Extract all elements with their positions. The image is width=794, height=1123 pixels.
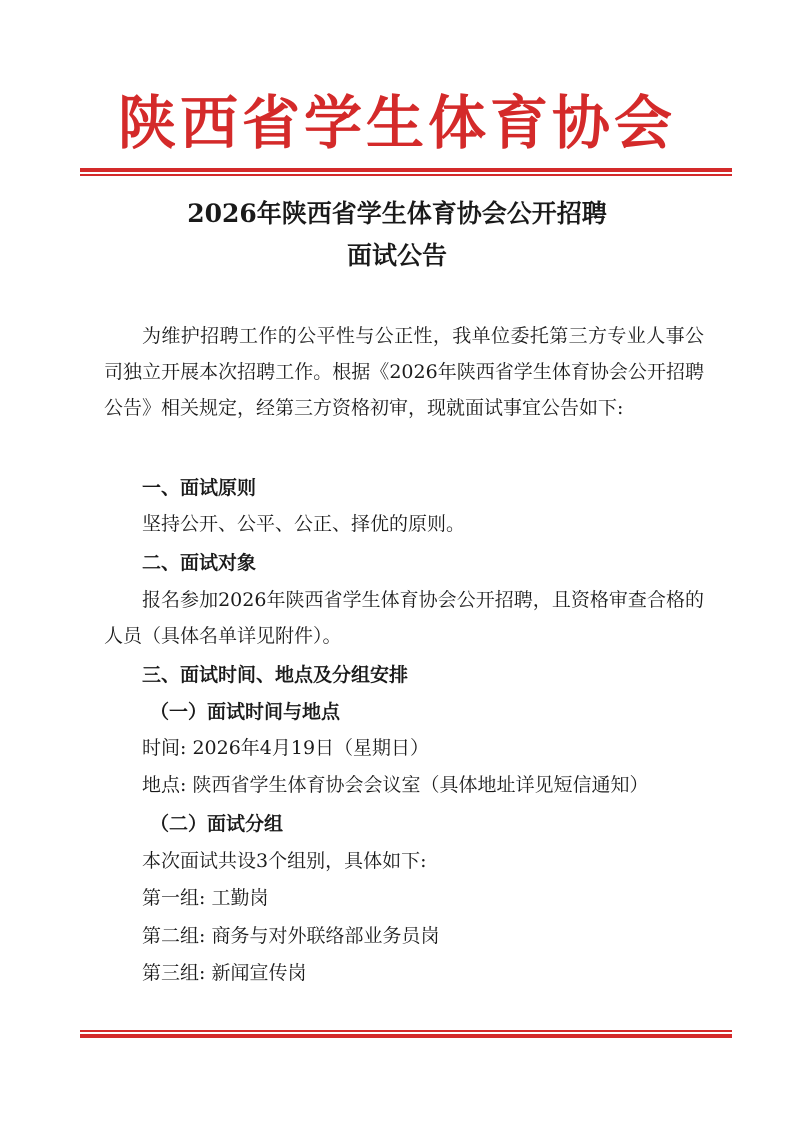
section1-heading: 一、面试原则: [142, 477, 257, 499]
group-item-3: 第三组: 新闻宣传岗: [142, 962, 307, 984]
document-subtitle: 面试公告: [346, 241, 447, 270]
section3-heading: 三、面试时间、地点及分组安排: [142, 664, 409, 686]
letterhead-divider-thin: [80, 174, 732, 176]
section2-text: 报名参加2026年陕西省学生体育协会公开招聘，且资格审查合格的人员（具体名单详见附件）。: [104, 589, 704, 647]
groups-intro: 本次面试共设3个组别，具体如下:: [142, 850, 427, 872]
organization-letterhead: 陕西省学生体育协会: [117, 89, 676, 157]
interview-time: 时间: 2026年4月19日（星期日）: [142, 737, 430, 759]
footer-divider-thick: [80, 1034, 732, 1038]
letterhead-divider-thick: [80, 168, 732, 172]
section2-heading: 二、面试对象: [142, 552, 257, 574]
subsection2-heading: （二）面试分组: [150, 813, 284, 835]
footer-divider-thin: [80, 1030, 732, 1032]
subsection1-heading: （一）面试时间与地点: [150, 701, 341, 723]
group-item-1: 第一组: 工勤岗: [142, 887, 269, 909]
intro-paragraph: 为维护招聘工作的公平性与公正性，我单位委托第三方专业人事公司独立开展本次招聘工作。根据《2026年陕西省学生体育协会公开招聘公告》相关规定，经第三方资格初审，现就面试事宜公告如下:: [104, 325, 704, 419]
section1-text: 坚持公开、公平、公正、择优的原则。: [142, 513, 466, 535]
document-title: 2026年陕西省学生体育协会公开招聘: [187, 199, 607, 228]
interview-location: 地点: 陕西省学生体育协会会议室（具体地址详见短信通知）: [142, 774, 649, 796]
group-item-2: 第二组: 商务与对外联络部业务员岗: [142, 925, 440, 947]
